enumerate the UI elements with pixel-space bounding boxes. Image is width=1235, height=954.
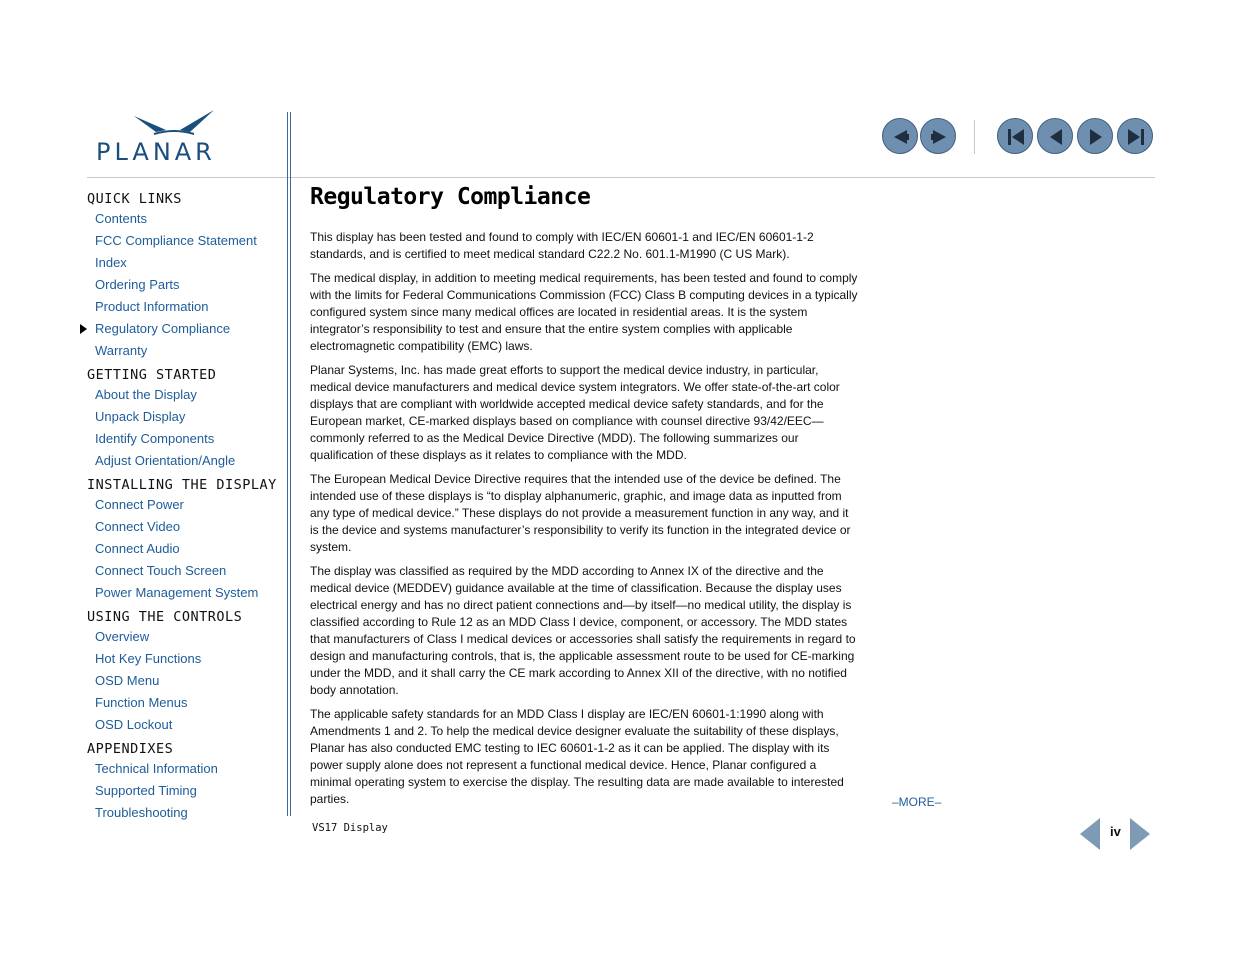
nav-link-supported-timing[interactable]: Supported Timing [95,783,197,798]
next-page-arrow-icon[interactable] [1130,818,1150,850]
nav-link-warranty[interactable]: Warranty [95,343,148,358]
page-title: Regulatory Compliance [310,184,591,210]
previous-page-icon [1038,119,1074,155]
nav-link-connect-power[interactable]: Connect Power [95,497,184,512]
previous-page-button[interactable] [1037,118,1073,154]
first-page-button[interactable] [997,118,1033,154]
sidebar-divider [287,112,288,816]
nav-link-regulatory-compliance[interactable] [87,318,282,340]
nav-section-heading: QUICK LINKS [87,191,182,207]
next-page-button[interactable] [1077,118,1113,154]
nav-link-label: Regulatory Compliance [95,321,231,336]
first-page-icon [998,119,1034,155]
paragraph: The medical display, in addition to meeting medical requirements, has been tested and found to comply with the limits for Federal Communications Commission (FCC) Class B computing devices in a typically configured system since many medical offices are located in residential areas. It is the system integrator’s responsibility to test and ensure that the entire system complies with applicable electromagnetic compatibility (EMC) laws. [310,271,858,353]
nav-link-contents[interactable]: Contents [95,211,148,226]
nav-section-appendixes [87,740,282,824]
nav-link-index[interactable]: Index [95,255,127,270]
nav-link-product-information[interactable]: Product Information [95,299,209,314]
nav-section-heading: APPENDIXES [87,741,174,757]
nav-link-hot-key-functions[interactable]: Hot Key Functions [95,651,202,666]
last-page-icon [1118,119,1154,155]
page-number: iv [1110,824,1121,839]
nav-link-connect-video[interactable]: Connect Video [95,519,181,534]
nav-link-osd-menu[interactable]: OSD Menu [95,673,160,688]
previous-page-arrow-icon[interactable] [1080,818,1100,850]
header-divider [87,177,1155,178]
nav-link-technical-information[interactable]: Technical Information [95,761,218,776]
paragraph: This display has been tested and found to comply with IEC/EN 60601-1 and IEC/EN 60601-1-2 standards, and is certified to meet medical standard C22.2 No. 601.1-M1990 (C US Mark). [310,230,814,261]
nav-section-heading: INSTALLING THE DISPLAY [87,477,277,493]
nav-link-troubleshooting[interactable]: Troubleshooting [95,805,188,820]
paragraph: Planar Systems, Inc. has made great efforts to support the medical device industry, in particular, medical device manufacturers and medical device system integrators. We offer state-of-the-art color displays that are compliant with worldwide accepted medical device safety standards, and for the European market, CE-marked displays based on compliance with counsel directive 93/42/EEC—commonly referred to as the Medical Device Directive (MDD). The following summarizes our qualification of these displays as it relates to compliance with the MDD. [310,363,840,462]
logo-wordmark: PLANAR [96,138,216,166]
nav-link-fcc-compliance[interactable]: FCC Compliance Statement [95,233,257,248]
nav-link-osd-lockout[interactable]: OSD Lockout [95,717,173,732]
nav-link-adjust-orientation[interactable]: Adjust Orientation/Angle [95,453,236,468]
back-icon [883,119,919,155]
main-body [310,229,858,815]
nav-section-quick-links [87,190,282,362]
sidebar-nav [87,190,282,828]
nav-link-ordering-parts[interactable]: Ordering Parts [95,277,180,292]
nav-link-function-menus[interactable]: Function Menus [95,695,188,710]
paragraph: The display was classified as required by the MDD according to Annex IX of the directive and the medical device (MEDDEV) guidance available at the time of classification. Because the display uses electrical energy and has no direct patient connections and—by itself—no medical utility, the display is classified according to Rule 12 as an MDD Class I device, component, or accessory. The MDD states that manufacturers of Class I medical devices or accessories shall satisfy the requirements in regard to design and manufacturing controls, that is, the applicable assessment route to be used for CE-marking under the MDD, and it shall carry the CE mark according to Annex XII of the directive, with no notified body annotation. [310,564,856,697]
toolbar-divider [974,120,975,154]
paragraph: The European Medical Device Directive requires that the intended use of the device be defined. The intended use of these displays is “to display alphanumeric, graphic, and image data as inputted from any type of medical device.” These displays do not provide a measurement function in any way, and it is the device and systems manufacturer’s responsibility to verify its function in the integrated device or system. [310,472,851,554]
more-link[interactable]: –MORE– [892,795,942,809]
next-page-icon [1078,119,1114,155]
back-button[interactable] [882,118,918,154]
footer-doc-name: VS17 Display [312,822,388,834]
nav-link-overview[interactable]: Overview [95,629,150,644]
nav-section-getting-started [87,366,282,472]
forward-icon [921,119,957,155]
nav-link-about-display[interactable]: About the Display [95,387,197,402]
nav-link-connect-touch-screen[interactable]: Connect Touch Screen [95,563,227,578]
nav-link-power-management[interactable]: Power Management System [95,585,259,600]
forward-button[interactable] [920,118,956,154]
nav-link-identify-components[interactable]: Identify Components [95,431,215,446]
nav-section-heading: USING THE CONTROLS [87,609,243,625]
nav-link-unpack-display[interactable]: Unpack Display [95,409,186,424]
last-page-button[interactable] [1117,118,1153,154]
nav-section-using-controls [87,608,282,736]
nav-section-heading: GETTING STARTED [87,367,217,383]
nav-section-installing [87,476,282,604]
current-page-marker-icon [80,324,87,334]
nav-link-connect-audio[interactable]: Connect Audio [95,541,180,556]
sidebar-divider-inner [290,112,291,816]
paragraph: The applicable safety standards for an MDD Class I display are IEC/EN 60601-1:1990 along with Amendments 1 and 2. To help the medical device designer evaluate the suitability of these displays, Planar has also conducted EMC testing to IEC 60601-1-2 as it can be applied. The display with its power supply alone does not represent a functional medical device. Hence, Planar configured a minimal operating system to exercise the display. The resulting data are made available to interested parties. [310,707,844,806]
